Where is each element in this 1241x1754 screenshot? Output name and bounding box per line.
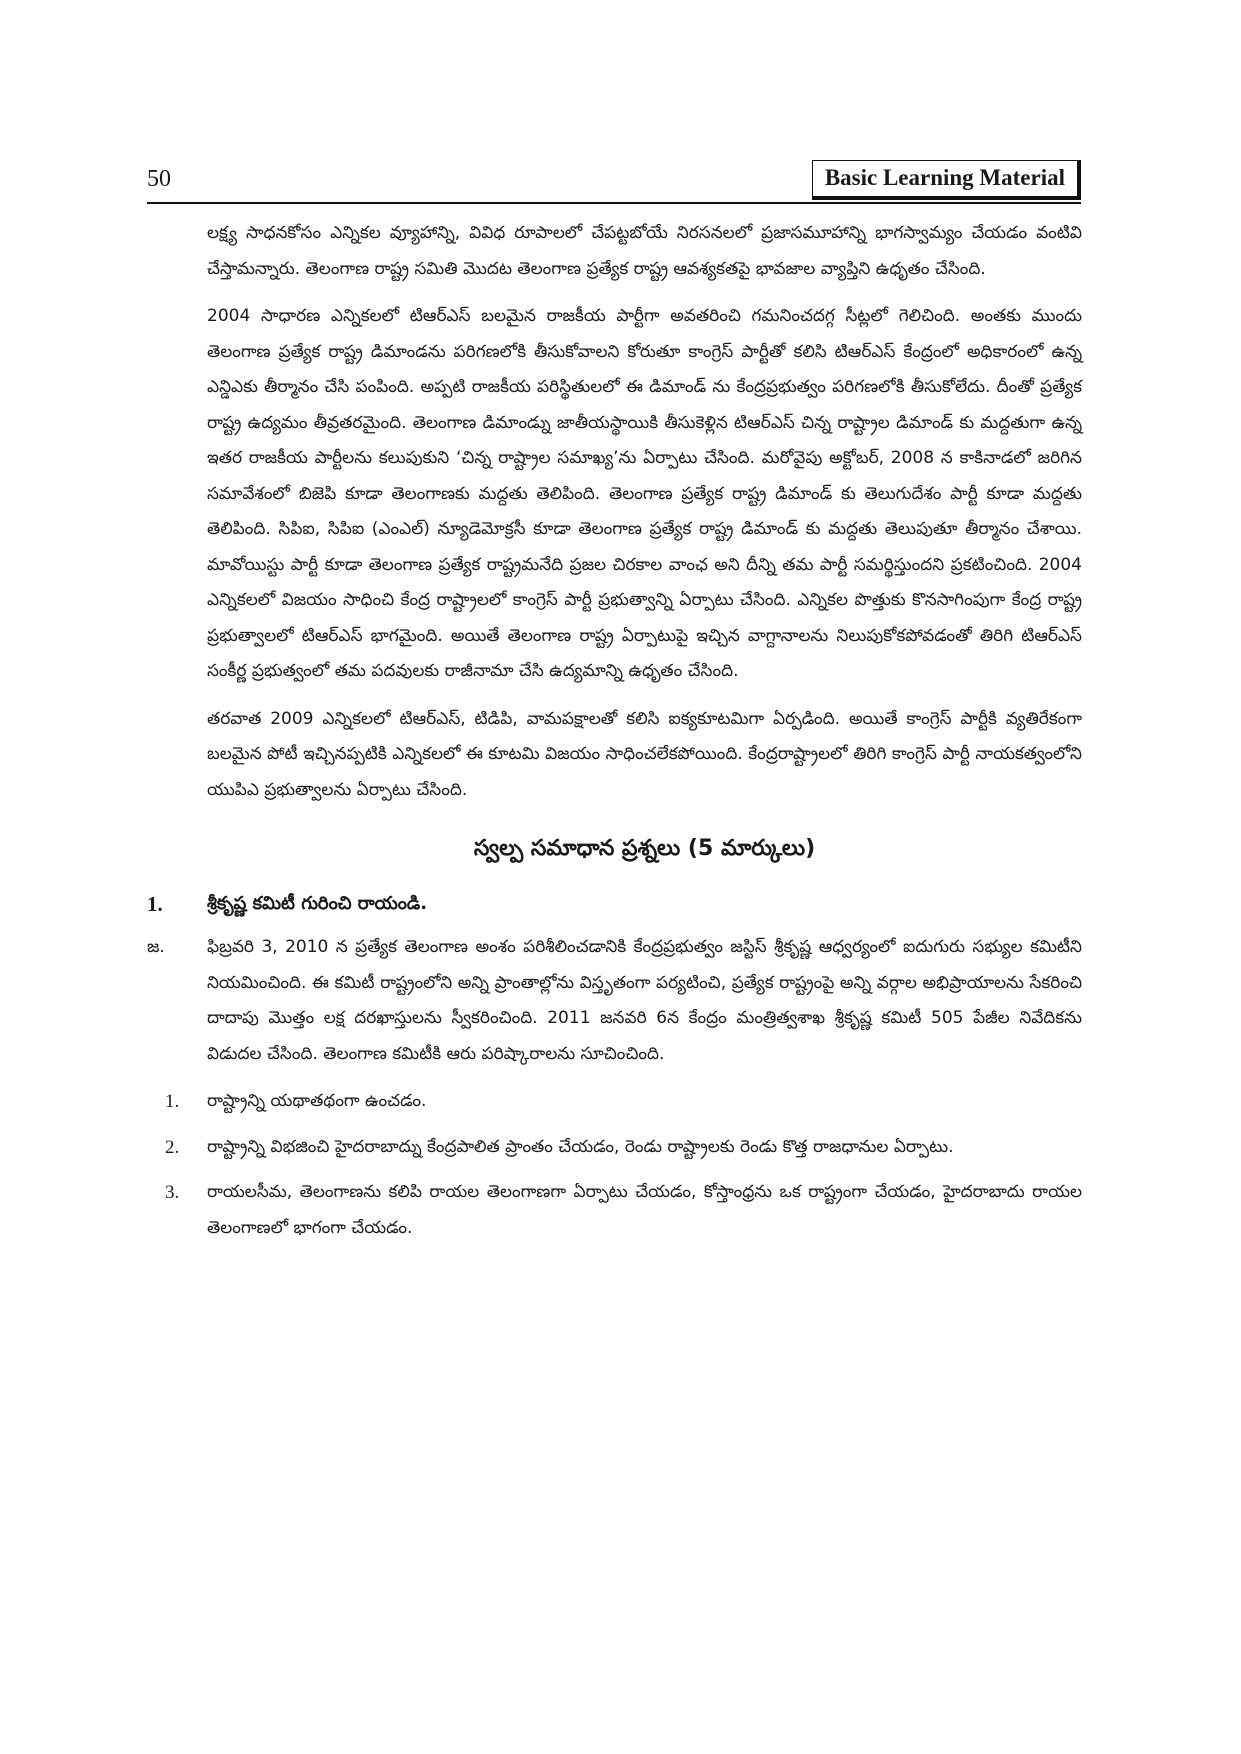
paragraph-3: తరవాత 2009 ఎన్నికలలో టిఆర్ఎస్, టిడిపి, వామపక్షాలతో కలిసి ఐక్యకూటమిగా ఏర్పడింది. అయితే కాంగ్రెస్ పార్టీకి వ్యతిరేకంగా బలమైన పోటీ ఇచ్చినప్పటికి ఎన్నికలలో ఈ కూటమి విజయం సాధించలేకపోయింది. కేంద్రరాష్ట్రాలలో తిరిగి కాంగ్రెస్ పార్టీ నాయకత్వంలోని యుపిఎ ప్రభుత్వాలను ఏర్పాటు చేసింది. xyxy=(207,708,1082,800)
book-title: Basic Learning Material xyxy=(824,165,1065,190)
list-item-number: 2. xyxy=(165,1136,180,1158)
answer-text: ఫిబ్రవరి 3, 2010 న ప్రత్యేక తెలంగాణ అంశం పరిశీలించడానికి కేంద్రప్రభుత్వం జస్టిస్ శ్రీకృష్ణ ఆధ్వర్యంలో ఐదుగురు సభ్యుల కమిటీని నియమించింది. ఈ కమిటీ రాష్ట్రంలోని అన్ని ప్రాంతాల్లోను విస్తృతంగా పర్యటించి, ప్రత్యేక రాష్ట్రంపై అన్ని వర్గాల అభిప్రాయాలను సేకరించి దాదాపు మొత్తం లక్ష దరఖాస్తులను స్వీకరించింది. 2011 జనవరి 6న కేంద్రం మంత్రిత్వశాఖ శ్రీకృష్ణ కమిటీ 505 పేజీల నివేదికను విడుదల చేసింది. తెలంగాణ కమిటీకి ఆరు పరిష్కారాలను సూచించింది. xyxy=(207,937,1082,1064)
list-item-text: రాష్ట్రాన్ని విభజించి హైదరాబాద్ను కేంద్రపాలిత ప్రాంతం చేయడం, రెండు రాష్ట్రాలకు రెండు కొత్త రాజధానుల ఏర్పాటు. xyxy=(207,1136,954,1157)
answer-body xyxy=(165,930,1082,1256)
answer-marker: జ. xyxy=(147,937,165,957)
question-text: శ్రీకృష్ణ కమిటీ గురించి రాయండి. xyxy=(207,893,428,914)
paragraph-1: లక్ష్య సాధనకోసం ఎన్నికల వ్యూహాన్ని, వివిధ రూపాలలో చేపట్టబోయే నిరసనలలో ప్రజాసమూహాన్ని భాగస్వామ్యం చేయడం వంటివి చేస్తామన్నారు. తెలంగాణ రాష్ట్ర సమితి మొదట తెలంగాణ ప్రత్యేక రాష్ట్ర ఆవశ్యకతపై భావజాల వ్యాప్తిని ఉధృతం చేసింది. xyxy=(207,223,1082,279)
list-item-number: 3. xyxy=(165,1182,180,1203)
page-header xyxy=(147,160,1081,202)
section-heading: స్వల్ప సమాధాన ప్రశ్నలు (5 మార్కులు) xyxy=(473,836,816,861)
page-body xyxy=(147,216,1082,1256)
answer-1 xyxy=(147,930,1082,1256)
solutions-list xyxy=(165,1084,1082,1246)
page-number: 50 xyxy=(147,166,171,192)
list-item-text: రాష్ట్రాన్ని యథాతథంగా ఉంచడం. xyxy=(207,1091,427,1111)
header-rule xyxy=(147,202,1081,204)
question-number: 1. xyxy=(147,892,163,916)
list-item xyxy=(165,1130,1082,1166)
list-item-text: రాయలసీమ, తెలంగాణను కలిపి రాయల తెలంగాణగా ఏర్పాటు చేయడం, కోస్తాంధ్రను ఒక రాష్ట్రంగా చేయడం, హైదరాబాదు రాయల తెలంగాణలో భాగంగా చేయడం. xyxy=(207,1182,1082,1238)
question-1 xyxy=(147,886,1082,922)
list-item xyxy=(165,1175,1082,1246)
paragraph-2: 2004 సాధారణ ఎన్నికలలో టిఆర్ఎస్ బలమైన రాజకీయ పార్టీగా అవతరించి గమనించదగ్గ సీట్లలో గెలిచింది. అంతకు ముందు తెలంగాణ ప్రత్యేక రాష్ట్ర డిమాండను పరిగణలోకి తీసుకోవాలని కోరుతూ కాంగ్రెస్ పార్టీతో కలిసి టిఆర్ఎస్ కేంద్రంలో అధికారంలో ఉన్న ఎన్డిఎకు తీర్మానం చేసి పంపింది. అప్పటి రాజకీయ పరిస్థితులలో ఈ డిమాండ్ ను కేంద్రప్రభుత్వం పరిగణలోకి తీసుకోలేదు. దీంతో ప్రత్యేక రాష్ట్ర ఉద్యమం తీవ్రతరమైంది. తెలంగాణ డిమాండ్ను జాతీయస్థాయికి తీసుకెళ్లిన టిఆర్ఎస్ చిన్న రాష్ట్రాల డిమాండ్ కు మద్దతుగా ఉన్న ఇతర రాజకీయ పార్టీలను కలుపుకుని ‘చిన్న రాష్ట్రాల సమాఖ్య’ను ఏర్పాటు చేసింది. మరోవైపు అక్టోబర్, 2008 న కాకినాడలో జరిగిన సమావేశంలో బిజెపి కూడా తెలంగాణకు మద్దతు తెలిపింది. తెలంగాణ ప్రత్యేక రాష్ట్ర డిమాండ్ కు తెలుగుదేశం పార్టీ కూడా మద్దతు తెలిపింది. సిపిఐ, సిపిఐ (ఎంఎల్) న్యూడెమోక్రసీ కూడా తెలంగాణ ప్రత్యేక రాష్ట్ర డిమాండ్ కు మద్దతు తెలుపుతూ తీర్మానం చేశాయి. మావోయిస్టు పార్టీ కూడా తెలంగాణ ప్రత్యేక రాష్ట్రమనేది ప్రజల చిరకాల వాంఛ అని దీన్ని తమ పార్టీ సమర్థిస్తుందని ప్రకటించింది. 2004 ఎన్నికలలో విజయం సాధించి కేంద్ర రాష్ట్రాలలో కాంగ్రెస్ పార్టీ ప్రభుత్వాన్ని ఏర్పాటు చేసింది. ఎన్నికల పొత్తుకు కొనసాగింపుగా కేంద్ర రాష్ట్ర ప్రభుత్వాలలో టిఆర్ఎస్ భాగమైంది. అయితే తెలంగాణ రాష్ట్ర ఏర్పాటుపై ఇచ్చిన వాగ్దానాలను నిలుపుకోకపోవడంతో తిరిగి టిఆర్ఎస్ సంకీర్ణ ప్రభుత్వంలో తమ పదవులకు రాజీనామా చేసి ఉద్యమాన్ని ఉధృతం చేసింది. xyxy=(207,306,1082,681)
list-item xyxy=(165,1084,1082,1120)
book-title-box xyxy=(812,160,1081,200)
list-item-number: 1. xyxy=(165,1091,180,1112)
